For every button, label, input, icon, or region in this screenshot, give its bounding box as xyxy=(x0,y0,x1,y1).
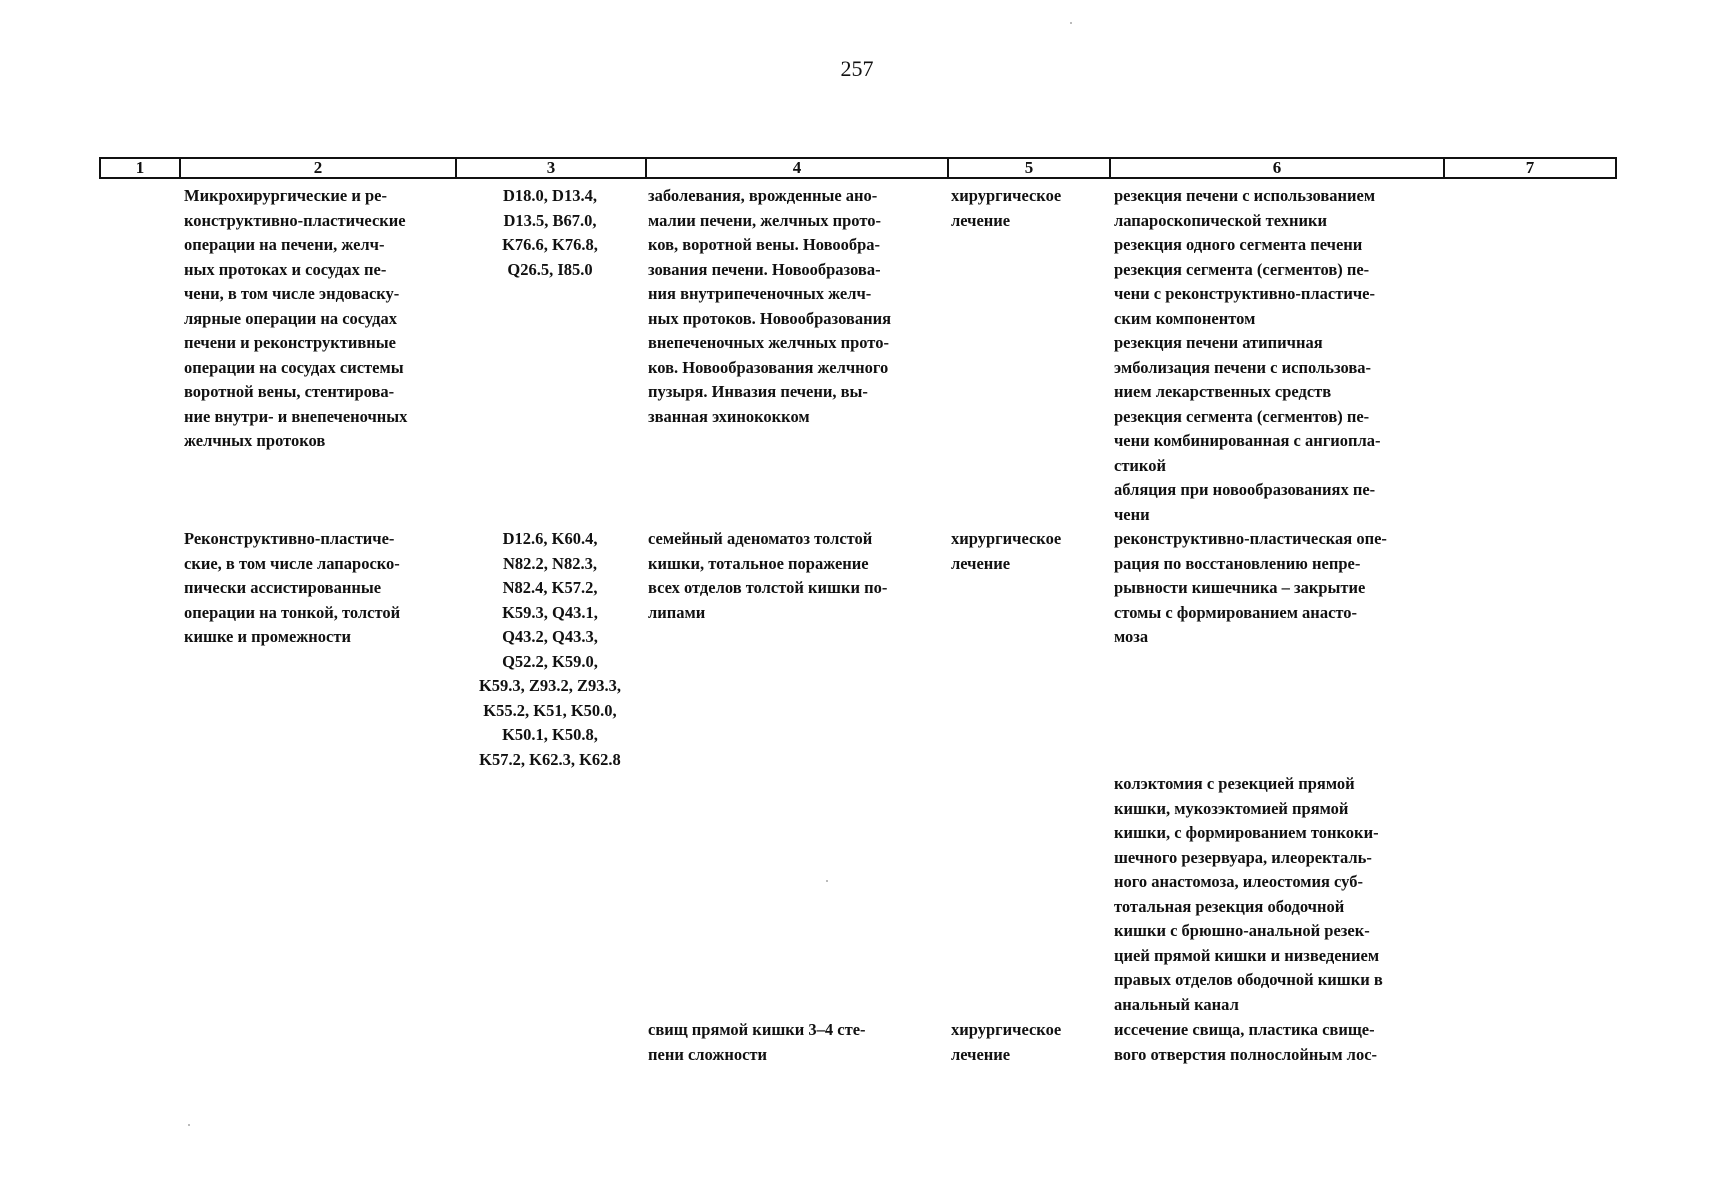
row1-icd-codes: D18.0, D13.4, D13.5, B67.0, K76.6, K76.8, Q26.5, I85.0 xyxy=(502,186,598,279)
header-col-2: 2 xyxy=(313,158,323,177)
row3-treatment-method: иссечение свища, пластика свище- вого отверстия полнослойным лос- xyxy=(1114,1020,1378,1064)
header-col-4: 4 xyxy=(792,158,802,177)
row1-treatment-type: хирургическое лечение xyxy=(951,186,1062,230)
row3-treatment-type: хирургическое лечение xyxy=(951,1020,1062,1064)
row1-treatment-method: резекция печени с использованием лапароскопической техники резекция одного сегмента печени резекция сегмента (сегментов) пе- чени с реконструктивно-пластиче- ским компонентом резекция печени атипичная эмболизация печени с использова- нием лекарственных средств резекция сегмента (сегментов) пе- чени комбинированная с ангиопла- стикой абляция при новообразованиях пе- чени xyxy=(1114,186,1381,524)
page-number: 257 xyxy=(840,56,874,81)
row2-operation-name: Реконструктивно-пластиче- ские, в том числе лапароско- пически ассистированные операции на тонкой, толстой кишке и промежности xyxy=(184,529,401,646)
row2-disease: семейный аденоматоз толстой кишки, тотальное поражение всех отделов толстой кишки по- липами xyxy=(648,529,888,622)
scan-speck xyxy=(826,880,828,882)
row1-disease: заболевания, врожденные ано- малии печени, желчных прото- ков, воротной вены. Новообра- зования печени. Новообразова- ния внутрипеченочных желч- ных протоков. Новообразования внепеченочных желчных прото- ков. Новообразования желчного пузыря. Инвазия печени, вы- званная эхинококком xyxy=(648,186,892,426)
header-col-7: 7 xyxy=(1525,158,1535,177)
scan-speck xyxy=(188,1124,190,1126)
row2-treatment-method: реконструктивно-пластическая опе- рация по восстановлению непре- рывности кишечника – закрытие стомы с формированием анасто- моза xyxy=(1114,529,1387,646)
row3-disease: свищ прямой кишки 3–4 сте- пени сложности xyxy=(648,1020,866,1064)
header-col-6: 6 xyxy=(1272,158,1282,177)
row2-icd-codes: D12.6, K60.4, N82.2, N82.3, N82.4, K57.2, K59.3, Q43.1, Q43.2, Q43.3, Q52.2, K59.0, K59.3, Z93.2, Z93.3, K55.2, K51, K50.0, K50.1, K50.8, K57.2, K62.3, K62.8 xyxy=(478,529,622,769)
row2-treatment-type: хирургическое лечение xyxy=(951,529,1062,573)
row1-operation-name: Микрохирургические и ре- конструктивно-пластические операции на печени, желч- ных протоках и сосудах пе- чени, в том числе эндоваску- лярные операции на сосудах печени и реконструктивные операции на сосудах системы воротной вены, стентирова- ние внутри- и внепеченочных желчных протоков xyxy=(184,186,408,450)
header-col-1: 1 xyxy=(135,158,145,177)
header-col-3: 3 xyxy=(546,158,556,177)
header-col-5: 5 xyxy=(1024,158,1034,177)
row2-treatment-method-extra: колэктомия с резекцией прямой кишки, мукозэктомией прямой кишки, с формированием тонкоки- шечного резервуара, илеоректаль- ного анастомоза, илеостомия суб- тотальная резекция ободочной кишки с брюшно-анальной резек- цией прямой кишки и низведением правых отделов ободочной кишки в анальный канал xyxy=(1114,774,1383,1014)
table-header-row xyxy=(99,157,1617,179)
scan-speck xyxy=(1070,22,1072,24)
